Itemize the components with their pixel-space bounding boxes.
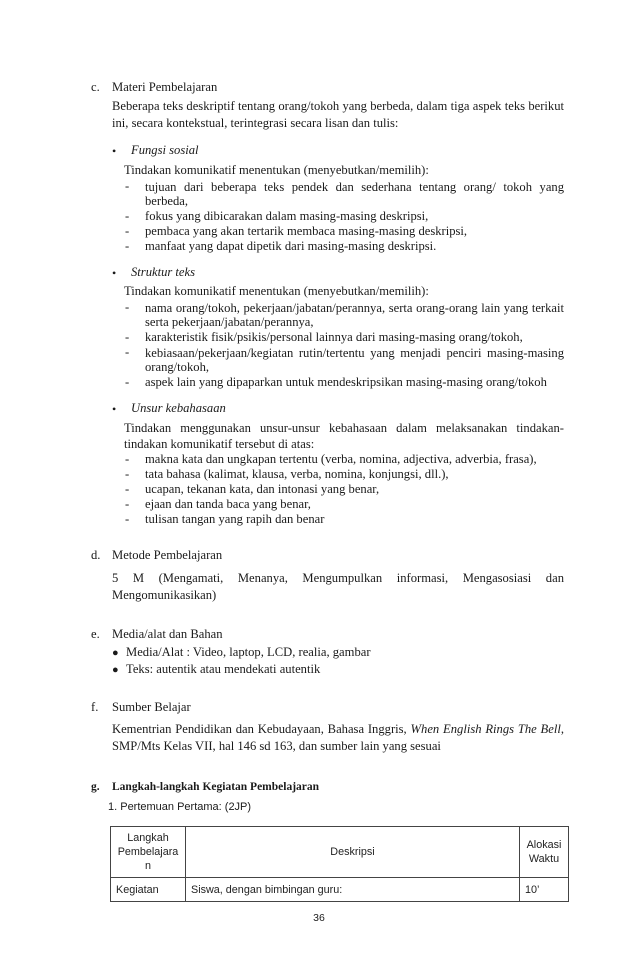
section-f-line-1 — [112, 721, 564, 737]
dash-icon: - — [125, 224, 130, 238]
source-publisher: Kementrian Pendidikan dan Kebudayaan, Bahasa Inggris, — [112, 722, 407, 736]
header-steps-line-1: Langkah — [127, 832, 169, 844]
header-steps — [111, 827, 186, 878]
dash-icon: - — [125, 452, 130, 466]
fungsi-item-2: fokus yang dibicarakan dalam masing-masing deskripsi, — [145, 209, 429, 223]
fungsi-item-4: manfaat yang dapat dipetik dari masing-masing deskripsi. — [145, 239, 437, 253]
dash-icon: - — [125, 467, 130, 481]
bullet-icon: • — [112, 402, 117, 416]
cell-description: Siswa, dengan bimbingan guru: — [186, 878, 520, 902]
section-e-letter: e. — [91, 627, 100, 641]
section-c-intro-line-2: ini, secara kontekstual, terintegrasi secara lisan dan tulis: — [112, 116, 399, 130]
header-time-line-1: Alokasi — [526, 839, 562, 851]
dash-icon: - — [125, 300, 130, 314]
dash-icon: - — [125, 482, 130, 496]
section-c-intro-line-1: Beberapa teks deskriptif tentang orang/tokoh yang berbeda, dalam tiga aspek teks berikut — [112, 99, 564, 113]
section-g-title: Langkah-langkah Kegiatan Pembelajaran — [112, 781, 320, 793]
page-number: 36 — [313, 912, 325, 924]
dash-icon: - — [125, 497, 130, 511]
unsur-lead-1: Tindakan menggunakan unsur-unsur kebahasaan dalam melaksanakan tindakan- — [124, 421, 564, 435]
section-c-letter: c. — [91, 80, 100, 94]
struktur-teks-lead: Tindakan komunikatif menentukan (menyebutkan/memilih): — [124, 284, 429, 298]
fungsi-item-1: tujuan dari beberapa teks pendek dan sederhana tentang orang/ tokoh yang — [145, 180, 564, 194]
fungsi-sosial-lead: Tindakan komunikatif menentukan (menyebutkan/memilih): — [124, 163, 429, 177]
section-d-title: Metode Pembelajaran — [112, 548, 223, 562]
media-item-2: Teks: autentik atau mendekati autentik — [126, 662, 321, 676]
cell-step: Kegiatan — [111, 878, 186, 902]
unsur-lead-2: tindakan komunikatif tersebut di atas: — [124, 437, 315, 451]
header-time — [520, 827, 569, 878]
unsur-kebahasaan-heading: Unsur kebahasaan — [131, 401, 226, 415]
cell-time: 10’ — [520, 878, 569, 902]
section-d-line-2: Mengomunikasikan) — [112, 588, 217, 602]
header-steps-line-2: Pembelajara — [117, 846, 179, 858]
section-f-letter: f. — [91, 700, 99, 714]
dash-icon: - — [125, 330, 130, 344]
dash-icon: - — [125, 375, 130, 389]
unsur-item-1: makna kata dan ungkapan tertentu (verba, nomina, adjectiva, adverbia, frasa), — [145, 452, 537, 466]
bullet-icon: • — [112, 266, 117, 280]
section-f-line-2: SMP/Mts Kelas VII, hal 146 sd 163, dan sumber lain yang sesuai — [112, 739, 441, 753]
unsur-item-4: ejaan dan tanda baca yang benar, — [145, 497, 311, 511]
struktur-item-1: nama orang/tokoh, pekerjaan/jabatan/perannya, serta orang-orang lain yang terkait — [145, 301, 564, 315]
struktur-item-1-cont: serta pekerjaan/jabatan/perannya, — [145, 315, 314, 329]
struktur-item-3-cont: orang/tokoh, — [145, 360, 210, 374]
dash-icon: - — [125, 345, 130, 359]
table-row — [111, 878, 569, 902]
fungsi-sosial-heading: Fungsi sosial — [131, 143, 199, 157]
section-e-title: Media/alat dan Bahan — [112, 627, 223, 641]
section-c-title: Materi Pembelajaran — [112, 80, 218, 94]
bullet-icon: • — [112, 144, 117, 158]
source-book-title: When English Rings The Bell — [410, 722, 561, 736]
dash-icon: - — [125, 239, 130, 253]
media-item-1: Media/Alat : Video, laptop, LCD, realia, gambar — [126, 645, 371, 659]
section-f-title: Sumber Belajar — [112, 700, 191, 714]
unsur-item-5: tulisan tangan yang rapih dan benar — [145, 512, 325, 526]
fungsi-item-3: pembaca yang akan tertarik membaca masing-masing deskripsi, — [145, 224, 468, 238]
section-d-letter: d. — [91, 548, 101, 562]
dash-icon: - — [125, 179, 130, 193]
fungsi-item-1-cont: berbeda, — [145, 194, 189, 208]
header-time-line-2: Waktu — [528, 853, 560, 865]
bullet-icon: ● — [112, 664, 119, 676]
table-header-row — [111, 827, 569, 878]
struktur-teks-heading: Struktur teks — [131, 265, 196, 279]
dash-icon: - — [125, 512, 130, 526]
unsur-item-3: ucapan, tekanan kata, dan intonasi yang benar, — [145, 482, 380, 496]
struktur-item-4: aspek lain yang dipaparkan untuk mendeskripsikan masing-masing orang/tokoh — [145, 375, 547, 389]
struktur-item-2: karakteristik fisik/psikis/personal lainnya dari masing-masing orang/tokoh, — [145, 330, 523, 344]
section-d-line-1: 5 M (Mengamati, Menanya, Mengumpulkan informasi, Mengasosiasi dan — [112, 571, 564, 585]
bullet-icon: ● — [112, 647, 119, 659]
header-description: Deskripsi — [186, 827, 520, 878]
dash-icon: - — [125, 209, 130, 223]
struktur-item-3: kebiasaan/pekerjaan/kegiatan rutin/tertentu yang menjadi penciri masing-masing — [145, 346, 564, 360]
unsur-item-2: tata bahasa (kalimat, klausa, verba, nomina, konjungsi, dll.), — [145, 467, 449, 481]
activity-table — [110, 826, 569, 902]
header-steps-line-3: n — [144, 860, 151, 872]
source-comma: , — [560, 722, 564, 736]
section-g-letter: g. — [91, 781, 100, 793]
meeting-title: 1. Pertemuan Pertama: (2JP) — [108, 801, 252, 813]
